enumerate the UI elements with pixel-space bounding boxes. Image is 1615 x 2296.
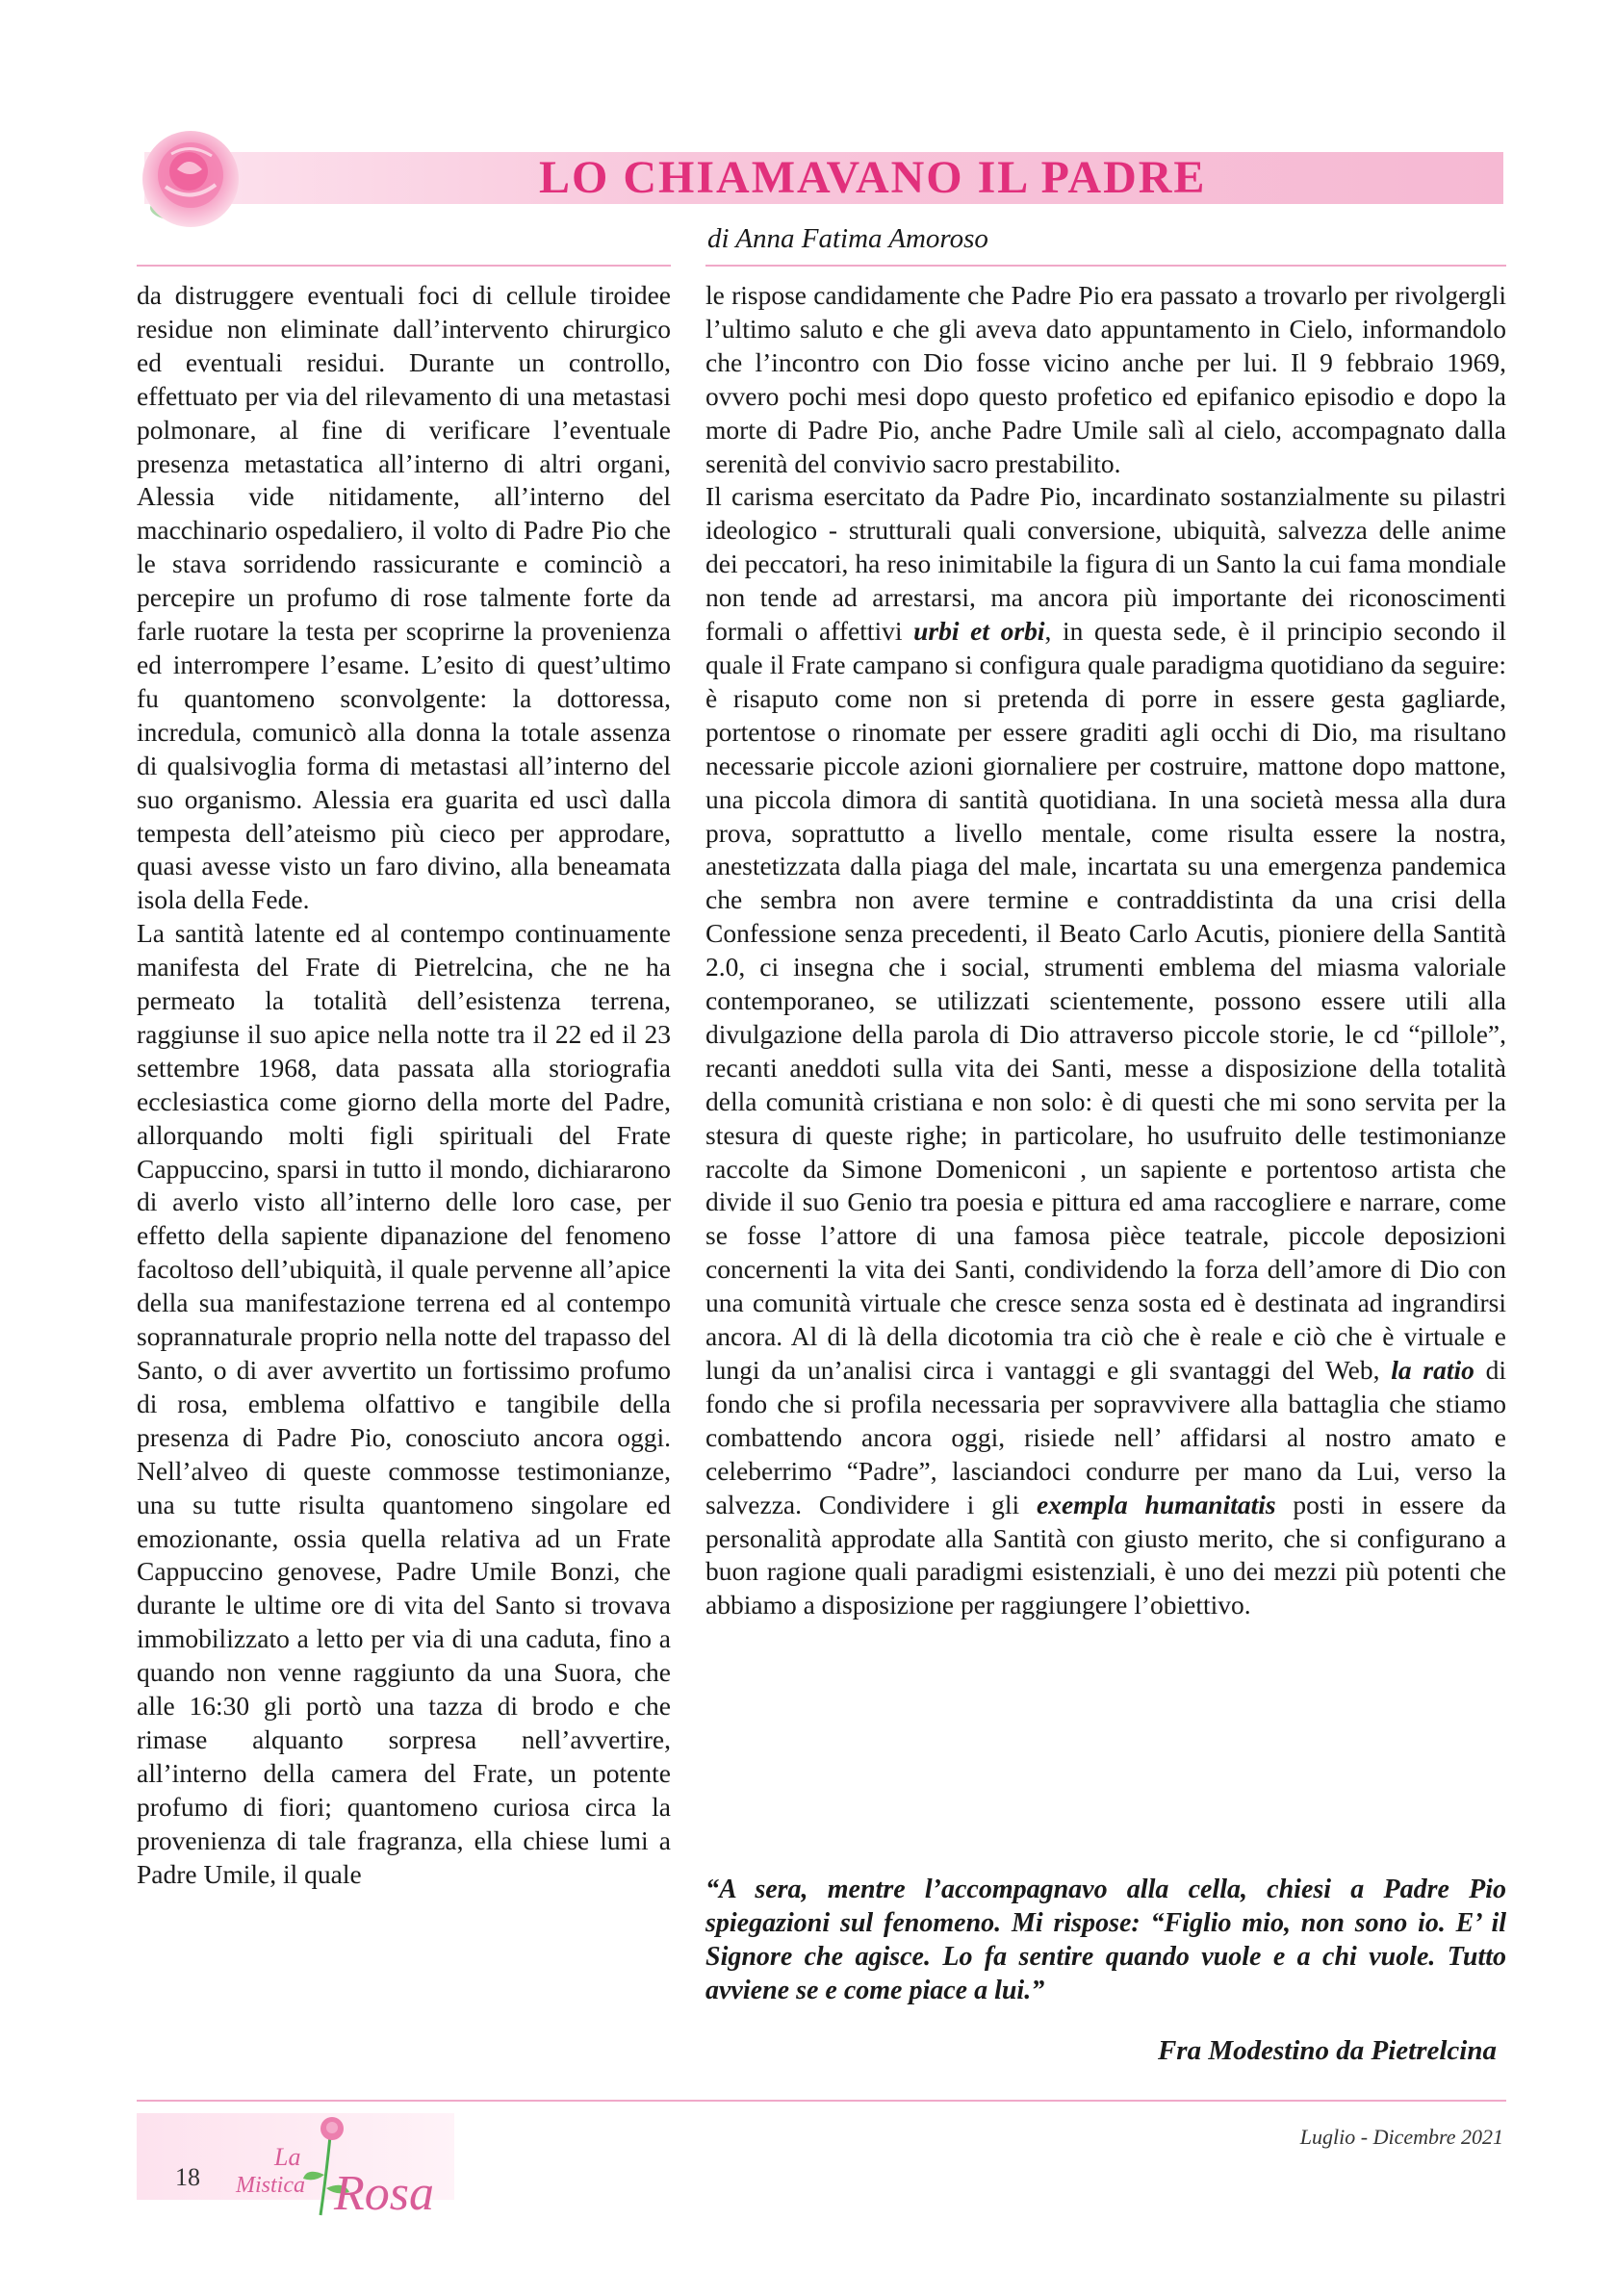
signature: Fra Modestino da Pietrelcina xyxy=(1157,2035,1497,2066)
page-number: 18 xyxy=(175,2163,200,2191)
left-column xyxy=(137,279,671,1892)
byline: di Anna Fatima Amoroso xyxy=(707,223,988,254)
divider-right xyxy=(705,265,1506,267)
left-paragraph-1: da distruggere eventuali foci di cellule tiroidee residue non eliminate dall’intervento chirurgico ed eventuali residui. Durante un controllo, effettuato per via del rilevamento di una metastasi polmonare, al fine di verificare l’eventuale presenza metastatica all’interno di altri organi, Alessia vide nitidamente, all’interno del macchinario ospedaliero, il volto di Padre Pio che le stava sorridendo rassicurante e cominciò a percepire un profumo di rose talmente forte da farle ruotare la testa per scoprirne la provenienza ed interrompere l’esame. L’esito di quest’ultimo fu quantomeno sconvolgente: la dottoressa, incredula, comunicò alla donna la totale assenza di qualsivoglia forma di metastasi all’interno del suo organismo. Alessia era guarita ed uscì dalla tempesta dell’ateismo più cieco per approdare, quasi avesse visto un faro divino, alla beneamata isola della Fede. xyxy=(137,280,671,915)
page-title: LO CHIAMAVANO IL PADRE xyxy=(539,152,1207,203)
text-span: , in questa sede, è il principio secondo il quale il Frate campano si configura quale paradigma quotidiano da seguire: è risaputo come non si pretenda di porre in essere gesta gagliarde, portentose o rinomate per essere graditi agli occhi di Dio, ma risultano necessarie piccole azioni giornaliere per costruire, mattone dopo mattone, una piccola dimora di santità quotidiana. In una società messa alla dura prova, soprattutto a livello mentale, come risulta essere la nostra, anestetizzata dalla piaga del male, incartata su una emergenza pandemica che sembra non avere termine e contraddistinta da una crisi della Confessione senza precedenti, il Beato Carlo Acutis, pioniere della Santità 2.0, ci insegna che i social, strumenti emblema del miasma valoriale contemporaneo, se utilizzati scientemente, possono essere utili alla divulgazione della parola di Dio attraverso piccole storie, le cd “pillole”, recanti aneddoti sulla vita dei Santi, messe a disposizione della totalità della comunità cristiana e non solo: è di questi che mi sono servita per la stesura di queste righe; in particolare, ho usufruito delle testimonianze raccolte da Simone Domeniconi , un sapiente e portentoso artista che divide il suo Genio tra poesia e pittura ed ama raccogliere e narrare, come se fosse l’attore di una famosa pièce teatrale, piccole deposizioni concernenti la vita dei Santi, condividendo la forza dell’amore di Dio con una comunità virtuale che cresce senza sosta ed è destinata ad ingrandirsi ancora. Al di là della dicotomia tra ciò che è reale e ciò che è virtuale e lungi da un’analisi circa i vantaggi e gli svantaggi del Web, xyxy=(705,616,1507,1385)
issue-date: Luglio - Dicembre 2021 xyxy=(1299,2125,1503,2149)
rose-icon xyxy=(127,115,258,246)
right-column xyxy=(705,279,1506,1622)
logo-text-rosa: Rosa xyxy=(334,2166,434,2221)
emphasis-exempla: exempla humanitatis xyxy=(1037,1489,1276,1519)
logo-text-la: La xyxy=(274,2143,301,2171)
emphasis-la-ratio: la ratio xyxy=(1391,1355,1474,1385)
text-span: Il carisma esercitato da Padre Pio, incardinato sostanzialmente su pilastri ideologico - strutturali quali conversione, ubiquità, salvezza delle anime dei peccatori, ha reso inimitabile la figura di un Santo la cui fama mondiale non tende ad arrestarsi, ma ancora più importante dei riconoscimenti formali o affettivi xyxy=(705,481,1506,647)
right-paragraph-1: le rispose candidamente che Padre Pio era passato a trovarlo per rivolgergli l’ultimo saluto e che gli aveva dato appuntamento in Cielo, informandolo che l’incontro con Dio fosse vicino anche per lui. Il 9 febbraio 1969, ovvero pochi mesi dopo questo profetico ed epifanico episodio e dopo la morte di Padre Pio, anche Padre Umile salì al cielo, accompagnato dalla serenità del convivio sacro prestabilito. xyxy=(705,280,1506,478)
logo-text-mistica: Mistica xyxy=(236,2173,305,2198)
quote: “A sera, mentre l’accompagnavo alla cella, chiesi a Padre Pio spiegazioni sul fenomeno. Mi rispose: “Figlio mio, non sono io. E’ il Signore che agisce. Lo fa sentire quando vuole e a chi vuole. Tutto avviene se e come piace a lui.” xyxy=(705,1875,1506,2005)
emphasis-urbi-et-orbi: urbi et orbi xyxy=(913,616,1045,647)
left-paragraph-2: La santità latente ed al contempo continuamente manifesta del Frate di Pietrelcina, che ne ha permeato la totalità dell’esistenza terrena, raggiunse il suo apice nella notte tra il 22 ed il 23 settembre 1968, data passata alla storiografia ecclesiastica come giorno della morte del Padre, allorquando molti figli spirituali del Frate Cappuccino, sparsi in tutto il mondo, dichiararono di averlo visto all’interno delle loro case, per effetto della sapiente dipanazione del fenomeno facoltoso dell’ubiquità, il quale pervenne all’apice della sua manifestazione terrena ed al contempo soprannaturale proprio nella notte del trapasso del Santo, o di aver avvertito un fortissimo profumo di rosa, emblema olfattivo e tangibile della presenza di Padre Pio, conosciuto ancora oggi. Nell’alveo di queste commosse testimonianze, una su tutte risulta quantomeno singolare ed emozionante, ossia quella relativa ad un Frate Cappuccino genovese, Padre Umile Bonzi, che durante le ultime ore di vita del Santo si trovava immobilizzato a letto per via di una caduta, fino a quando non venne raggiunto da una Suora, che alle 16:30 gli portò una tazza di brodo e che rimase alquanto sorpresa nell’avvertire, all’interno della camera del Frate, un potente profumo di fiori; quantomeno curiosa circa la provenienza di tale fragranza, ella chiese lumi a Padre Umile, il quale xyxy=(137,918,671,1889)
magazine-logo xyxy=(207,2107,486,2223)
footer-divider xyxy=(137,2100,1506,2102)
divider-left xyxy=(137,265,671,267)
text-span: di fondo che si profila necessaria per sopravvivere alla battaglia che stiamo combattendo ancora oggi, risiede nell’ affidarsi al nostro amato e celeberrimo “Padre”, lasciandoci condurre per mano da Lui, verso la salvezza. Condividere i gli xyxy=(705,1355,1506,1519)
right-paragraph-2 xyxy=(705,480,1506,1622)
text-span: posti in essere da personalità approdate alla Santità con giusto merito, che si configurano a buon ragione quali paradigmi esistenziali, è uno dei mezzi più potenti che abbiamo a disposizione per raggiungere l’obiettivo. xyxy=(705,1489,1506,1620)
